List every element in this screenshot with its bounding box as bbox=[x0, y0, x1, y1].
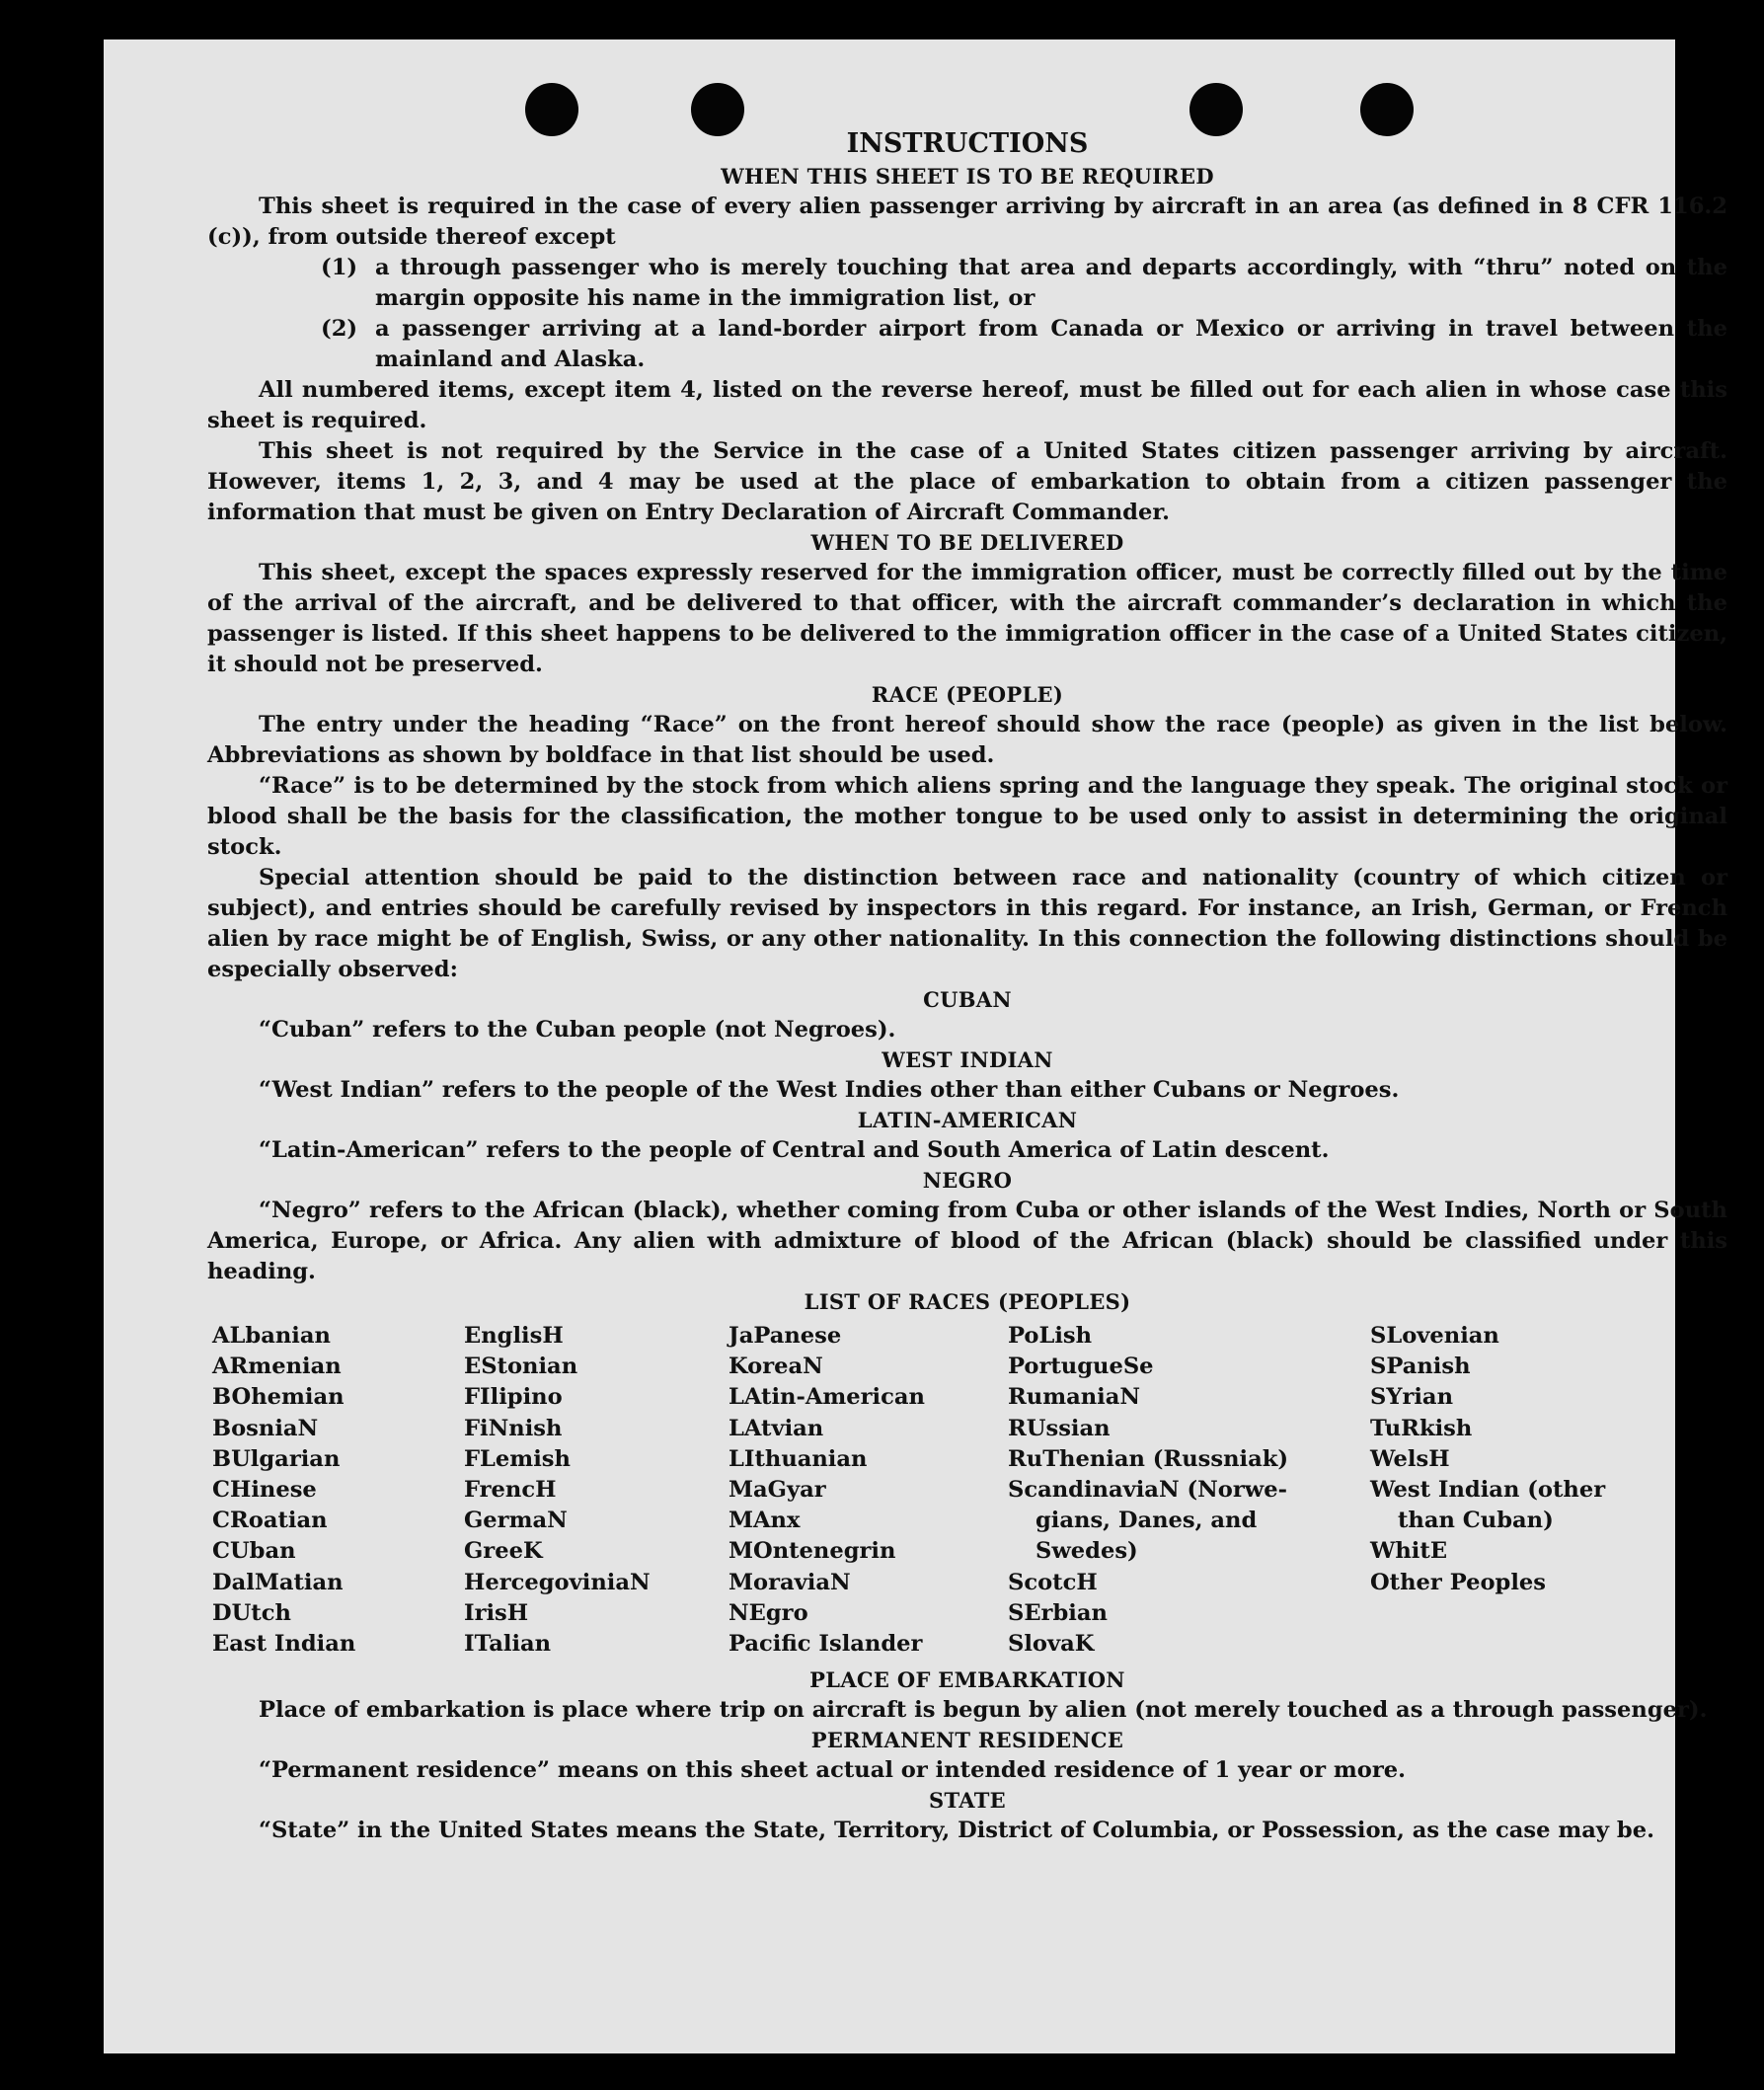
paragraph: The entry under the heading “Race” on the front hereof should show the race (people) as given in the list below. Abbreviations as shown by boldface in that list should be used. bbox=[207, 712, 1727, 768]
race-entry: SPanish bbox=[1370, 1354, 1471, 1380]
race-entry: MAnx bbox=[729, 1508, 801, 1534]
race-entry: SlovaK bbox=[1008, 1631, 1095, 1658]
race-entry: MOntenegrin bbox=[729, 1538, 896, 1565]
race-entry: Swedes) bbox=[1035, 1538, 1138, 1565]
item-text: a through passenger who is merely touching that area and departs accordingly, with “thru” noted on the margin opposite his name in the immigration list, or bbox=[375, 255, 1727, 311]
paragraph: “Race” is to be determined by the stock from which aliens spring and the language they speak. The original stock or blood shall be the basis for the classification, the mother tongue to be used only to assist in determining the original stock. bbox=[207, 773, 1727, 860]
race-entry: WhitE bbox=[1370, 1538, 1448, 1565]
race-entry: SErbian bbox=[1008, 1599, 1108, 1626]
race-entry: SLovenian bbox=[1370, 1323, 1499, 1349]
race-entry: CRoatian bbox=[212, 1508, 328, 1534]
section-heading: PERMANENT RESIDENCE bbox=[810, 1728, 1124, 1753]
races-column bbox=[464, 1321, 729, 1660]
paragraph: All numbered items, except item 4, listed on the reverse hereof, must be filled out for each alien in whose case this sheet is required. bbox=[207, 377, 1727, 433]
race-entry: LAtvian bbox=[729, 1415, 824, 1441]
races-column bbox=[1008, 1321, 1370, 1660]
section-heading: LIST OF RACES (PEOPLES) bbox=[804, 1289, 1131, 1314]
race-entry: TuRkish bbox=[1370, 1415, 1473, 1441]
race-entry: MoraviaN bbox=[729, 1569, 851, 1595]
race-entry: KoreaN bbox=[729, 1354, 823, 1380]
race-entry: gians, Danes, and bbox=[1035, 1508, 1258, 1534]
race-entry: East Indian bbox=[212, 1631, 356, 1658]
paragraph: “Cuban” refers to the Cuban people (not Negroes). bbox=[259, 1017, 896, 1043]
page-title: INSTRUCTIONS bbox=[846, 128, 1089, 159]
race-entry: LIthuanian bbox=[729, 1445, 868, 1472]
race-entry: NEgro bbox=[729, 1599, 808, 1626]
section-heading: LATIN-AMERICAN bbox=[857, 1108, 1078, 1132]
race-entry: SYrian bbox=[1370, 1384, 1453, 1411]
races-column bbox=[729, 1321, 1008, 1660]
paragraph: “Negro” refers to the African (black), whether coming from Cuba or other islands of the West Indies, North or South America, Europe, or Africa. Any alien with admixture of blood of the African (black) should be classified under this heading. bbox=[207, 1198, 1727, 1284]
race-entry: HercegoviniaN bbox=[464, 1569, 651, 1595]
item-text: a passenger arriving at a land-border airport from Canada or Mexico or arriving in travel between the mainland and Alaska. bbox=[375, 316, 1727, 372]
race-entry: RuThenian (Russniak) bbox=[1008, 1445, 1289, 1472]
race-entry: ARmenian bbox=[212, 1354, 342, 1380]
paragraph: This sheet is not required by the Service in the case of a United States citizen passenger arriving by aircraft. However, items 1, 2, 3, and 4 may be used at the place of embarkation to obtain from a citizen passenger the information that must be given on Entry Declaration of Aircraft Commander. bbox=[207, 438, 1727, 525]
race-entry: EStonian bbox=[464, 1354, 578, 1380]
paragraph: Place of embarkation is place where trip on aircraft is begun by alien (not merely touched as a through passenger). bbox=[259, 1697, 1708, 1724]
race-entry: GreeK bbox=[464, 1538, 543, 1565]
race-entry: West Indian (other bbox=[1370, 1477, 1606, 1504]
race-entry: BosniaN bbox=[212, 1415, 319, 1441]
paragraph: “West Indian” refers to the people of the West Indies other than either Cubans or Negroes. bbox=[259, 1077, 1400, 1103]
race-entry: DalMatian bbox=[212, 1569, 344, 1595]
paragraph: Special attention should be paid to the distinction between race and nationality (country of which citizen or subject), and entries should be carefully revised by inspectors in this regard. For instance, an Irish, German, or French alien by race might be of English, Swiss, or any other nationality. In this connection the following distinctions should be especially observed: bbox=[207, 865, 1727, 982]
race-entry: ITalian bbox=[464, 1631, 552, 1658]
race-entry: DUtch bbox=[212, 1599, 291, 1626]
section-heading: WHEN TO BE DELIVERED bbox=[810, 530, 1124, 555]
races-column bbox=[212, 1321, 464, 1660]
race-entry: Pacific Islander bbox=[729, 1631, 923, 1658]
race-entry: LAtin-American bbox=[729, 1384, 925, 1411]
race-entry: ScandinaviaN (Norwe- bbox=[1008, 1477, 1287, 1504]
race-entry: FrencH bbox=[464, 1477, 557, 1504]
section-heading: STATE bbox=[929, 1788, 1006, 1814]
section-heading: RACE (PEOPLE) bbox=[871, 682, 1064, 707]
section-heading: WHEN THIS SHEET IS TO BE REQUIRED bbox=[721, 164, 1214, 189]
race-entry: JaPanese bbox=[729, 1323, 842, 1349]
paragraph: This sheet is required in the case of every alien passenger arriving by aircraft in an area (as defined in 8 CFR 116.2 (c)), from outside thereof except bbox=[207, 194, 1727, 250]
paragraph: “Permanent residence” means on this sheet actual or intended residence of 1 year or more. bbox=[259, 1757, 1407, 1784]
race-entry: GermaN bbox=[464, 1508, 568, 1534]
race-entry: FLemish bbox=[464, 1445, 571, 1472]
race-entry: ScotcH bbox=[1008, 1569, 1098, 1595]
race-entry: PoLish bbox=[1008, 1323, 1093, 1349]
race-entry: BUlgarian bbox=[212, 1445, 341, 1472]
race-entry: RumaniaN bbox=[1008, 1384, 1141, 1411]
race-entry: CUban bbox=[212, 1538, 296, 1565]
race-entry: MaGyar bbox=[729, 1477, 826, 1504]
paragraph: This sheet, except the spaces expressly reserved for the immigration officer, must be correctly filled out by the time of the arrival of the aircraft, and be delivered to that officer, with the aircraft commander’s declaration in which the passenger is listed. If this sheet happens to be delivered to the immigration officer in the case of a United States citizen, it should not be preserved. bbox=[207, 560, 1727, 677]
race-entry: BOhemian bbox=[212, 1384, 345, 1411]
item-number: (1) bbox=[321, 255, 358, 280]
race-entry: than Cuban) bbox=[1398, 1508, 1554, 1534]
item-number: (2) bbox=[321, 316, 358, 342]
section-heading: NEGRO bbox=[922, 1168, 1013, 1193]
race-entry: EnglisH bbox=[464, 1323, 564, 1349]
races-column bbox=[1370, 1321, 1637, 1660]
exception-list bbox=[207, 253, 1727, 375]
races-list bbox=[212, 1321, 1727, 1660]
section-heading: WEST INDIAN bbox=[882, 1047, 1053, 1072]
race-entry: FiNnish bbox=[464, 1415, 563, 1441]
race-entry: PortugueSe bbox=[1008, 1354, 1154, 1380]
list-item bbox=[321, 314, 1727, 375]
section-heading: CUBAN bbox=[923, 987, 1012, 1012]
race-entry: FIlipino bbox=[464, 1384, 563, 1411]
race-entry: RUssian bbox=[1008, 1415, 1111, 1441]
race-entry: Other Peoples bbox=[1370, 1569, 1546, 1595]
paragraph: “Latin-American” refers to the people of Central and South America of Latin descent. bbox=[259, 1137, 1330, 1163]
section-heading: PLACE OF EMBARKATION bbox=[809, 1667, 1125, 1693]
document-content bbox=[207, 128, 1727, 1846]
paragraph: “State” in the United States means the State, Territory, District of Columbia, or Possession, as the case may be. bbox=[259, 1818, 1654, 1844]
document-page bbox=[104, 39, 1727, 2053]
race-entry: IrisH bbox=[464, 1599, 529, 1626]
race-entry: WelsH bbox=[1370, 1445, 1450, 1472]
race-entry: ALbanian bbox=[212, 1323, 331, 1349]
list-item bbox=[321, 253, 1727, 314]
race-entry: CHinese bbox=[212, 1477, 317, 1504]
